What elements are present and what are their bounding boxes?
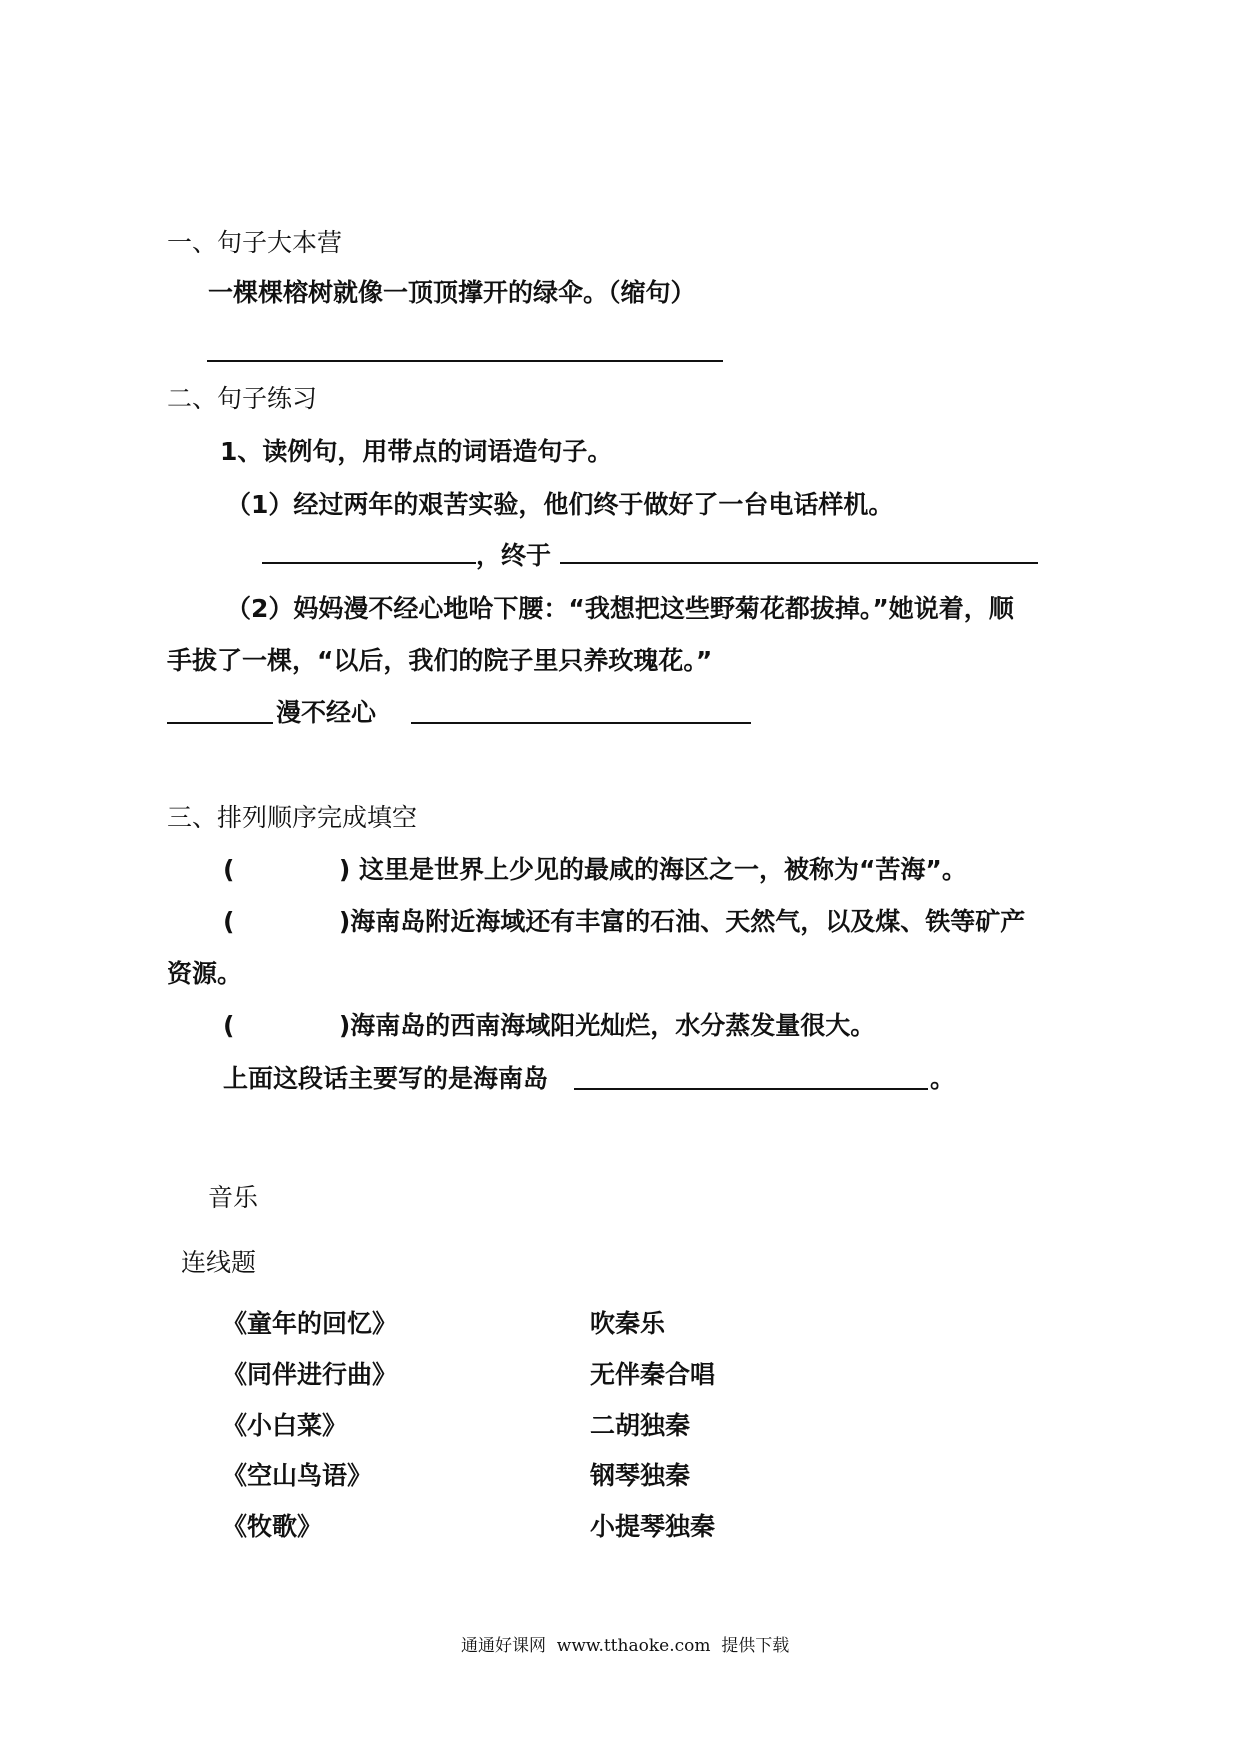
page-footer: 通通好课网 www.tthaoke.com 提供下载 (461, 1636, 790, 1656)
section2-heading: 二、句子练习 (167, 384, 318, 413)
match-right-4[interactable]: 钢琴独秦 (590, 1461, 691, 1490)
order-item-1 (223, 857, 967, 882)
fill2-blank-left[interactable] (167, 722, 273, 724)
match-right-3[interactable]: 二胡独秦 (590, 1411, 691, 1440)
section2-task: 1、读例句，用带点的词语造句子。 (220, 437, 613, 466)
order-item-3 (223, 1013, 875, 1038)
fill2-blank-right[interactable] (411, 722, 751, 724)
order-blank-3[interactable]: ( ) (223, 1011, 351, 1040)
section3-heading: 三、排列顺序完成填空 (167, 803, 418, 832)
section1-heading: 一、句子大本营 (167, 228, 343, 257)
match-left-1[interactable]: 《童年的回忆》 (222, 1309, 398, 1338)
summary-prefix: 上面这段话主要写的是海南岛 (223, 1064, 549, 1093)
section1-sentence: 一棵棵榕树就像一顶顶撑开的绿伞。（缩句） (208, 278, 696, 307)
order-text-1: 这里是世界上少见的最咸的海区之一，被称为“苦海”。 (350, 855, 967, 884)
order-blank-2[interactable]: ( ) (223, 907, 351, 936)
summary-suffix: 。 (930, 1064, 956, 1093)
order-item-2-cont: 资源。 (167, 959, 243, 988)
fill2-mid-text: 漫不经心 (276, 698, 377, 727)
match-right-5[interactable]: 小提琴独秦 (590, 1512, 716, 1541)
section2-example2-line1: （2）妈妈漫不经心地哈下腰：“我想把这些野菊花都拔掉。”她说着，顺 (226, 594, 1014, 623)
order-text-3: 海南岛的西南海域阳光灿烂，水分蒸发量很大。 (350, 1011, 876, 1040)
match-left-3[interactable]: 《小白菜》 (222, 1411, 348, 1440)
match-left-4[interactable]: 《空山鸟语》 (222, 1461, 373, 1490)
fill1-blank-left[interactable] (262, 562, 476, 564)
section2-example2-line2: 手拔了一棵，“以后，我们的院子里只养玫瑰花。” (167, 646, 713, 675)
order-text-2: 海南岛附近海域还有丰富的石油、天然气，以及煤、铁等矿产 (350, 907, 1026, 936)
match-left-5[interactable]: 《牧歌》 (222, 1512, 323, 1541)
music-heading: 音乐 (208, 1183, 259, 1212)
fill1-blank-right[interactable] (560, 562, 1038, 564)
fill1-mid-text: ，终于 (476, 541, 552, 570)
summary-blank[interactable] (574, 1088, 928, 1090)
match-right-1[interactable]: 吹秦乐 (590, 1309, 666, 1338)
section1-answer-line[interactable] (207, 360, 723, 362)
matching-subheading: 连线题 (181, 1248, 257, 1277)
match-right-2[interactable]: 无伴秦合唱 (590, 1360, 716, 1389)
match-left-2[interactable]: 《同伴进行曲》 (222, 1360, 398, 1389)
order-item-2 (223, 909, 1025, 934)
order-blank-1[interactable]: ( ) (223, 855, 351, 884)
section2-example1: （1）经过两年的艰苦实验，他们终于做好了一台电话样机。 (226, 490, 894, 519)
